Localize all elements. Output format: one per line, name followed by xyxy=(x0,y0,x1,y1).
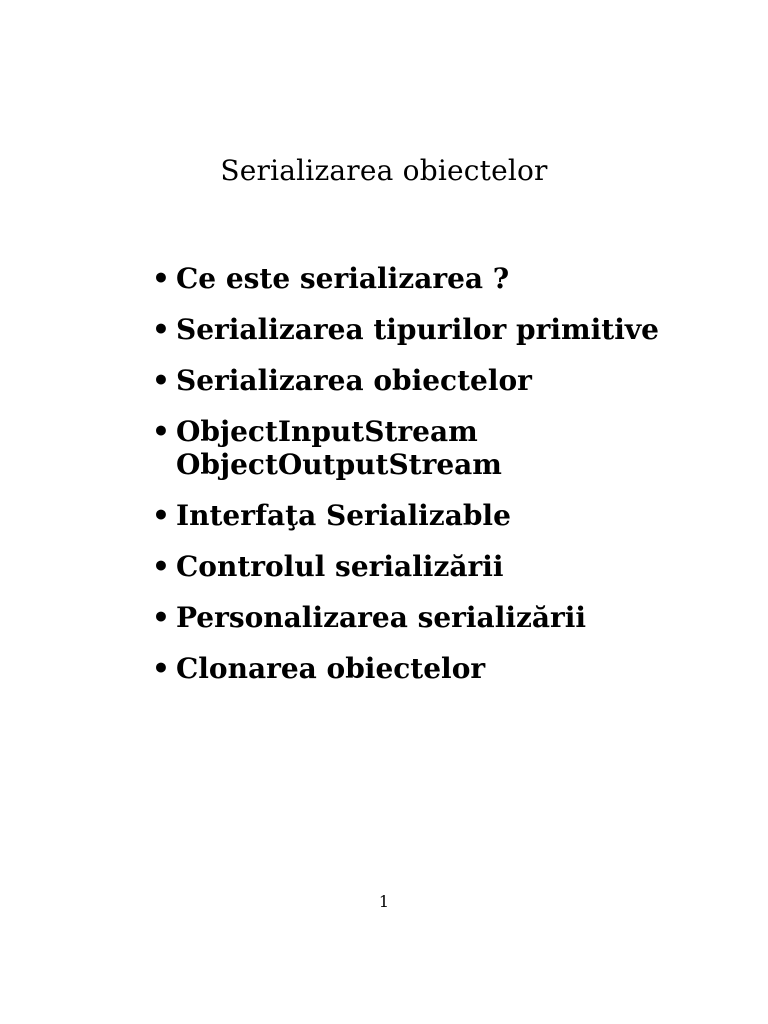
bullet-icon: • xyxy=(152,550,170,583)
list-item xyxy=(150,550,659,583)
topic-list xyxy=(150,262,659,703)
list-item-text: Controlul serializării xyxy=(176,550,504,583)
list-item-text: Clonarea obiectelor xyxy=(176,652,486,685)
bullet-icon: • xyxy=(152,262,170,295)
list-item-text: Interfaţa Serializable xyxy=(176,499,511,532)
bullet-icon: • xyxy=(152,601,170,634)
list-item xyxy=(150,313,659,346)
list-item xyxy=(150,262,659,295)
list-item-text: ObjectInputStream xyxy=(176,415,478,448)
bullet-icon: • xyxy=(152,313,170,346)
list-item-text: Serializarea tipurilor primitive xyxy=(176,313,659,346)
bullet-icon: • xyxy=(152,499,170,532)
list-item xyxy=(150,415,659,481)
page-title: Serializarea obiectelor xyxy=(220,154,548,187)
list-item xyxy=(150,652,659,685)
list-item-text: Serializarea obiectelor xyxy=(176,364,532,397)
bullet-icon: • xyxy=(152,364,170,397)
bullet-icon: • xyxy=(152,415,170,448)
bullet-icon: • xyxy=(152,652,170,685)
list-item-text: Personalizarea serializării xyxy=(176,601,587,634)
list-item xyxy=(150,364,659,397)
page-number: 1 xyxy=(378,892,390,911)
list-item xyxy=(150,601,659,634)
list-item xyxy=(150,499,659,532)
list-item-text: Ce este serializarea ? xyxy=(176,262,510,295)
list-item-text-continuation: ObjectOutputStream xyxy=(176,448,502,481)
